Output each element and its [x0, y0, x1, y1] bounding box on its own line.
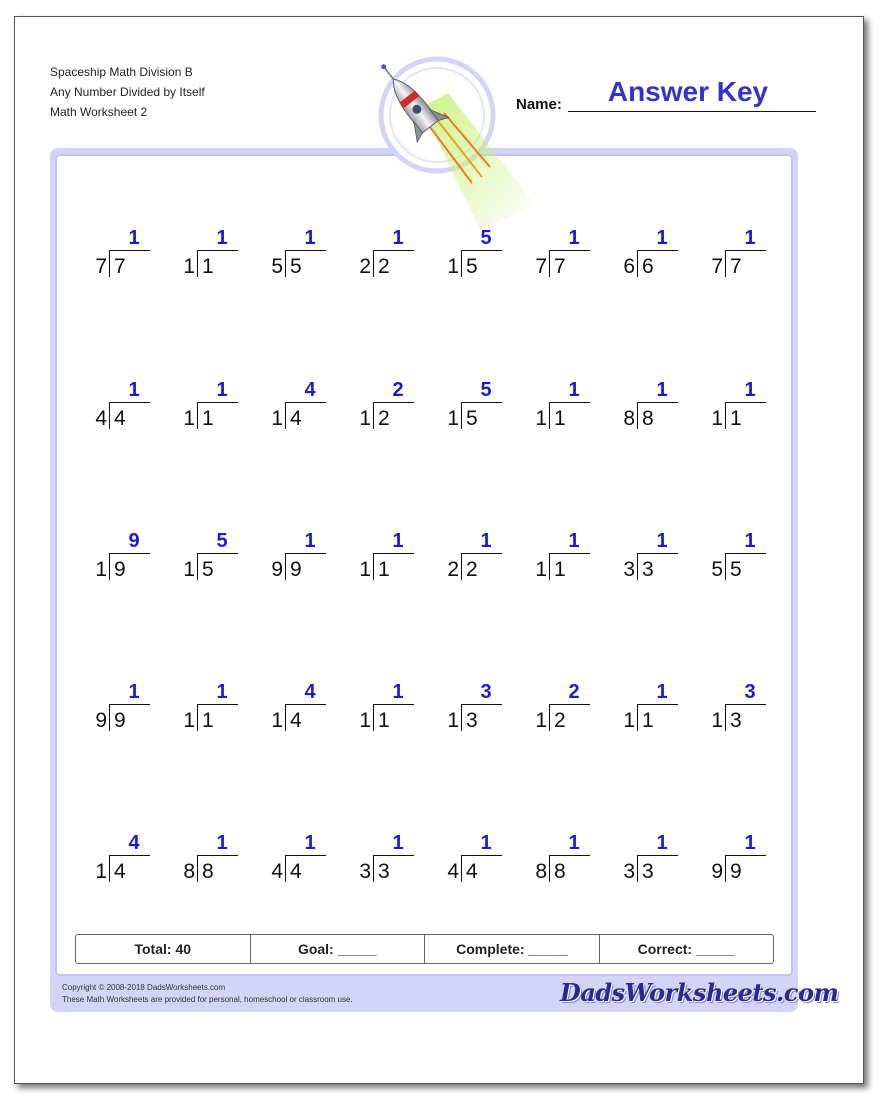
division-problem — [445, 380, 515, 440]
dividend: 7 — [554, 255, 566, 278]
quotient-answer: 1 — [304, 832, 316, 854]
dividend: 5 — [466, 255, 478, 278]
divisor: 3 — [359, 860, 371, 883]
complete-field: Complete: _____ — [425, 935, 600, 963]
dividend: 1 — [378, 709, 390, 732]
dividend: 5 — [290, 255, 302, 278]
quotient-answer: 1 — [744, 832, 756, 854]
division-problem — [621, 682, 691, 742]
dividend: 9 — [114, 558, 126, 581]
quotient-answer: 1 — [744, 227, 756, 249]
dividend: 3 — [642, 860, 654, 883]
dividend: 6 — [642, 255, 654, 278]
quotient-answer: 1 — [656, 832, 668, 854]
divisor: 1 — [535, 709, 547, 732]
quotient-answer: 4 — [304, 681, 316, 703]
rocket-icon — [360, 55, 540, 230]
worksheet-number: Math Worksheet 2 — [50, 105, 148, 119]
quotient-answer: 1 — [128, 227, 140, 249]
division-problem — [181, 228, 251, 288]
divisor: 7 — [711, 255, 723, 278]
answer-key-text: Answer Key — [607, 76, 769, 107]
dividend: 1 — [554, 407, 566, 430]
dividend: 2 — [378, 255, 390, 278]
division-problem — [445, 682, 515, 742]
quotient-answer: 1 — [304, 530, 316, 552]
division-problem — [269, 682, 339, 742]
dividend: 4 — [114, 407, 126, 430]
quotient-answer: 3 — [744, 681, 756, 703]
divisor: 9 — [711, 860, 723, 883]
division-problem — [93, 380, 163, 440]
dividend: 2 — [466, 558, 478, 581]
divisor: 1 — [447, 407, 459, 430]
usage-notice: These Math Worksheets are provided for personal, homeschool or classroom use. — [62, 995, 353, 1004]
quotient-answer: 1 — [216, 832, 228, 854]
divisor: 1 — [95, 860, 107, 883]
quotient-answer: 1 — [304, 227, 316, 249]
division-problem — [269, 380, 339, 440]
total-count: Total: 40 — [76, 935, 251, 963]
division-problem — [181, 380, 251, 440]
division-problem — [93, 682, 163, 742]
division-problem — [93, 833, 163, 893]
brand-logo: DadsWorksheets.com — [560, 978, 839, 1007]
dividend: 5 — [730, 558, 742, 581]
divisor: 5 — [271, 255, 283, 278]
division-problem — [357, 531, 427, 591]
divisor: 1 — [359, 709, 371, 732]
divisor: 1 — [95, 558, 107, 581]
quotient-answer: 1 — [568, 832, 580, 854]
divisor: 1 — [535, 407, 547, 430]
quotient-answer: 4 — [128, 832, 140, 854]
divisor: 9 — [95, 709, 107, 732]
correct-field: Correct: _____ — [637, 941, 735, 957]
division-problem — [709, 833, 779, 893]
worksheet-title: Spaceship Math Division B — [50, 65, 193, 79]
footer-text — [62, 982, 353, 1006]
divisor: 3 — [623, 860, 635, 883]
division-problem — [181, 682, 251, 742]
quotient-answer: 3 — [480, 681, 492, 703]
dividend: 1 — [202, 709, 214, 732]
division-problem — [533, 833, 603, 893]
quotient-answer: 1 — [744, 530, 756, 552]
dividend: 3 — [642, 558, 654, 581]
dividend: 4 — [290, 860, 302, 883]
quotient-answer: 1 — [568, 379, 580, 401]
division-problem — [621, 833, 691, 893]
divisor: 1 — [447, 255, 459, 278]
division-problem — [93, 531, 163, 591]
name-label: Name: — [516, 96, 562, 113]
division-problem — [533, 682, 603, 742]
dividend: 3 — [730, 709, 742, 732]
divisor: 8 — [535, 860, 547, 883]
quotient-answer: 5 — [216, 530, 228, 552]
divisor: 1 — [711, 709, 723, 732]
division-problem — [621, 380, 691, 440]
quotient-answer: 5 — [480, 227, 492, 249]
dividend: 2 — [378, 407, 390, 430]
dividend: 5 — [202, 558, 214, 581]
division-problem — [445, 531, 515, 591]
division-problem — [445, 833, 515, 893]
dividend: 1 — [202, 407, 214, 430]
divisor: 1 — [623, 709, 635, 732]
divisor: 1 — [183, 558, 195, 581]
dividend: 4 — [290, 709, 302, 732]
dividend: 7 — [114, 255, 126, 278]
worksheet-title-block — [50, 62, 205, 122]
dividend: 1 — [554, 558, 566, 581]
division-problem — [357, 380, 427, 440]
dividend: 4 — [114, 860, 126, 883]
division-problem — [181, 833, 251, 893]
quotient-answer: 1 — [656, 530, 668, 552]
dividend: 9 — [730, 860, 742, 883]
divisor: 1 — [711, 407, 723, 430]
division-problem — [445, 228, 515, 288]
quotient-answer: 4 — [304, 379, 316, 401]
dividend: 4 — [290, 407, 302, 430]
dividend: 4 — [466, 860, 478, 883]
divisor: 1 — [183, 709, 195, 732]
division-problem — [357, 682, 427, 742]
quotient-answer: 2 — [568, 681, 580, 703]
divisor: 1 — [183, 255, 195, 278]
dividend: 1 — [202, 255, 214, 278]
quotient-answer: 1 — [392, 681, 404, 703]
divisor: 1 — [271, 709, 283, 732]
dividend: 9 — [114, 709, 126, 732]
divisor: 9 — [271, 558, 283, 581]
division-problem — [709, 228, 779, 288]
divisor: 7 — [535, 255, 547, 278]
dividend: 8 — [202, 860, 214, 883]
division-problem — [181, 531, 251, 591]
division-problem — [357, 833, 427, 893]
quotient-answer: 1 — [480, 832, 492, 854]
division-problem — [709, 380, 779, 440]
score-bar — [75, 934, 774, 964]
divisor: 7 — [95, 255, 107, 278]
dividend: 1 — [730, 407, 742, 430]
quotient-answer: 1 — [568, 227, 580, 249]
dividend: 3 — [378, 860, 390, 883]
goal-field: Goal: _____ — [251, 935, 426, 963]
divisor: 1 — [447, 709, 459, 732]
divisor: 4 — [271, 860, 283, 883]
divisor: 4 — [447, 860, 459, 883]
quotient-answer: 1 — [656, 681, 668, 703]
division-problem — [533, 531, 603, 591]
division-problem — [269, 531, 339, 591]
dividend: 1 — [642, 709, 654, 732]
division-problem — [269, 833, 339, 893]
quotient-answer: 1 — [128, 379, 140, 401]
divisor: 1 — [183, 407, 195, 430]
quotient-answer: 1 — [480, 530, 492, 552]
division-problem — [709, 531, 779, 591]
quotient-answer: 1 — [216, 379, 228, 401]
dividend: 3 — [466, 709, 478, 732]
worksheet-subtitle: Any Number Divided by Itself — [50, 85, 205, 99]
divisor: 1 — [359, 407, 371, 430]
divisor: 2 — [447, 558, 459, 581]
quotient-answer: 1 — [392, 832, 404, 854]
division-problem — [709, 682, 779, 742]
divisor: 6 — [623, 255, 635, 278]
dividend: 1 — [378, 558, 390, 581]
division-problem — [357, 228, 427, 288]
quotient-answer: 2 — [392, 379, 404, 401]
dividend: 5 — [466, 407, 478, 430]
dividend: 2 — [554, 709, 566, 732]
quotient-answer: 1 — [128, 681, 140, 703]
divisor: 8 — [183, 860, 195, 883]
divisor: 1 — [535, 558, 547, 581]
division-problem — [93, 228, 163, 288]
dividend: 9 — [290, 558, 302, 581]
quotient-answer: 1 — [656, 379, 668, 401]
quotient-answer: 1 — [216, 227, 228, 249]
divisor: 3 — [623, 558, 635, 581]
division-problem — [533, 228, 603, 288]
divisor: 1 — [271, 407, 283, 430]
division-problem — [621, 228, 691, 288]
quotient-answer: 9 — [128, 530, 140, 552]
divisor: 2 — [359, 255, 371, 278]
quotient-answer: 1 — [392, 530, 404, 552]
dividend: 8 — [554, 860, 566, 883]
copyright-text: Copyright © 2008-2018 DadsWorksheets.com — [62, 983, 226, 992]
name-line — [568, 111, 816, 112]
rocket-illustration — [360, 55, 540, 230]
divisor: 4 — [95, 407, 107, 430]
dividend: 8 — [642, 407, 654, 430]
quotient-answer: 1 — [216, 681, 228, 703]
divisor: 1 — [359, 558, 371, 581]
dividend: 7 — [730, 255, 742, 278]
quotient-answer: 1 — [568, 530, 580, 552]
quotient-answer: 1 — [392, 227, 404, 249]
quotient-answer: 5 — [480, 379, 492, 401]
divisor: 5 — [711, 558, 723, 581]
quotient-answer: 1 — [656, 227, 668, 249]
division-problem — [269, 228, 339, 288]
division-problem — [621, 531, 691, 591]
quotient-answer: 1 — [744, 379, 756, 401]
divisor: 8 — [623, 407, 635, 430]
division-problem — [533, 380, 603, 440]
